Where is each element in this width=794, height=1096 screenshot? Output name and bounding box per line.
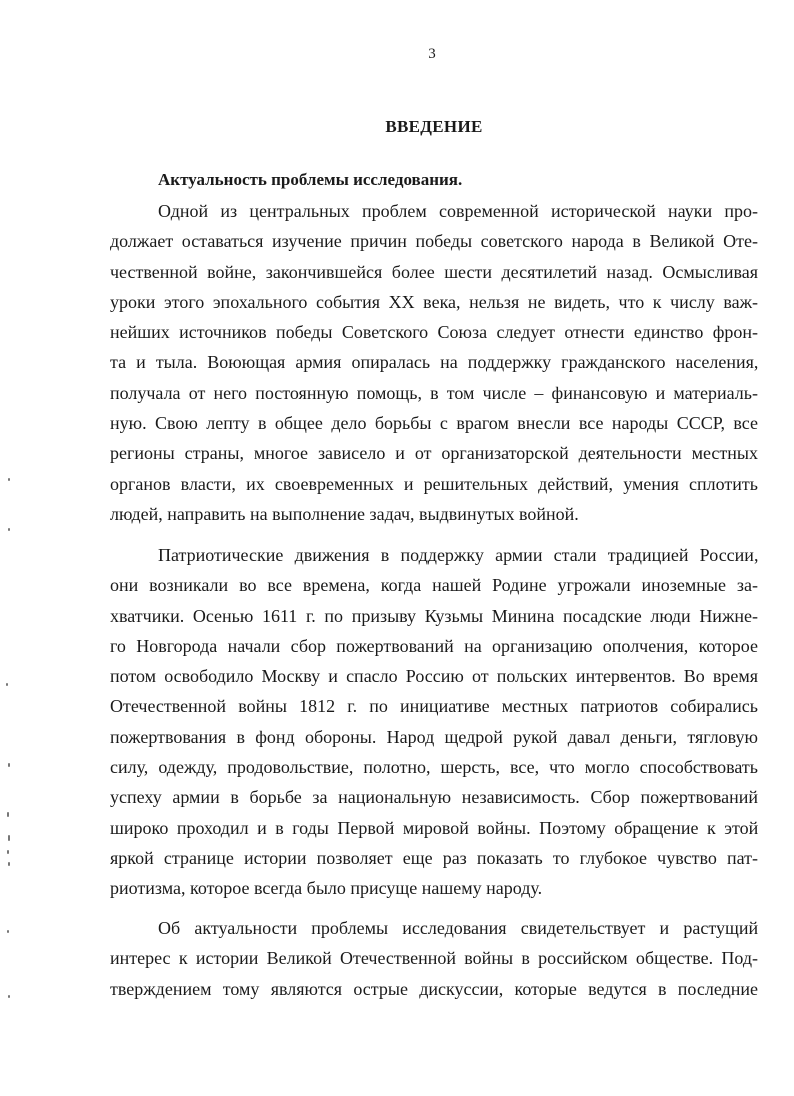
paragraph-line: должает оставаться изучение причин победы советского народа в Великой Оте- xyxy=(110,231,759,252)
paragraph-line: Патриотические движения в поддержку армии стали традицией России, xyxy=(158,545,759,565)
paragraph-1 xyxy=(110,196,758,529)
paragraph-2 xyxy=(110,540,758,904)
paragraph-line: органов власти, их своевременных и решительных действий, умения сплотить xyxy=(110,473,758,494)
scan-speck xyxy=(7,812,9,817)
paragraph-line: Одной из центральных проблем современной исторической науки про- xyxy=(158,201,758,221)
paragraph-line: широко проходил и в годы Первой мировой войны. Поэтому обращение к этой xyxy=(110,817,759,838)
paragraph-line: уроки этого эпохального события XX века, нельзя не видеть, что к числу важ- xyxy=(110,291,759,312)
scan-speck xyxy=(8,995,10,998)
subsection-heading: Актуальность проблемы исследования. xyxy=(158,170,463,189)
paragraph-line: успеху армии в борьбе за национальную независимость. Сбор пожертвований xyxy=(110,787,758,808)
paragraph-line: чественной войне, закончившейся более шести десятилетий назад. Осмысливая xyxy=(110,261,758,282)
paragraph-line: Отечественной войны 1812 г. по инициативе местных патриотов собирались xyxy=(110,696,758,717)
paragraph-line: получала от него постоянную помощь, в том числе – финансовую и материаль- xyxy=(110,382,758,403)
paragraph-line: силу, одежду, продовольствие, полотно, шерсть, все, что могло способствовать xyxy=(110,757,758,778)
paragraph-line: ную. Свою лепту в общее дело борьбы с врагом внесли все народы СССР, все xyxy=(110,413,758,434)
paragraph-line: потом освободило Москву и спасло Россию от польских интервентов. Во время xyxy=(110,666,758,687)
scan-speck xyxy=(6,683,8,686)
paragraph-line: они возникали во все времена, когда нашей Родине угрожали иноземные за- xyxy=(110,575,758,596)
scan-speck xyxy=(8,862,10,866)
paragraph-line: нейших источников победы Советского Союза следует отнести единство фрон- xyxy=(110,322,758,343)
scan-speck xyxy=(8,835,10,841)
scan-speck xyxy=(8,528,10,531)
paragraph-line: хватчики. Осенью 1611 г. по призыву Кузьмы Минина посадские люди Нижне- xyxy=(110,605,758,626)
paragraph-line: яркой странице истории позволяет еще раз показать то глубокое чувство пат- xyxy=(110,847,758,868)
paragraph-line: тверждением тому являются острые дискуссии, которые ведутся в последние xyxy=(110,978,758,999)
paragraph-3 xyxy=(110,913,758,1004)
paragraph-line: та и тыла. Воюющая армия опиралась на поддержку гражданского населения, xyxy=(110,352,759,373)
paragraph-line: людей, направить на выполнение задач, выдвинутых войной. xyxy=(110,503,579,524)
paragraph-line: пожертвования в фонд обороны. Народ щедрой рукой давал деньги, тягловую xyxy=(110,726,759,747)
scan-speck xyxy=(7,930,9,933)
section-heading: ВВЕДЕНИЕ xyxy=(385,117,483,136)
paragraph-line: регионы страны, многое зависело и от организаторской деятельности местных xyxy=(110,443,758,464)
paragraph-line: Об актуальности проблемы исследования свидетельствует и растущий xyxy=(158,918,759,938)
paragraph-line: го Новгорода начали сбор пожертвований на организацию ополчения, которое xyxy=(110,635,758,656)
paragraph-line: риотизма, которое всегда было присуще нашему народу. xyxy=(110,878,543,899)
page-number: 3 xyxy=(428,46,436,62)
paragraph-line: интерес к истории Великой Отечественной войны в российском обществе. Под- xyxy=(110,948,759,969)
scan-speck xyxy=(8,478,10,481)
scan-speck xyxy=(8,763,10,767)
scan-speck xyxy=(7,850,9,854)
